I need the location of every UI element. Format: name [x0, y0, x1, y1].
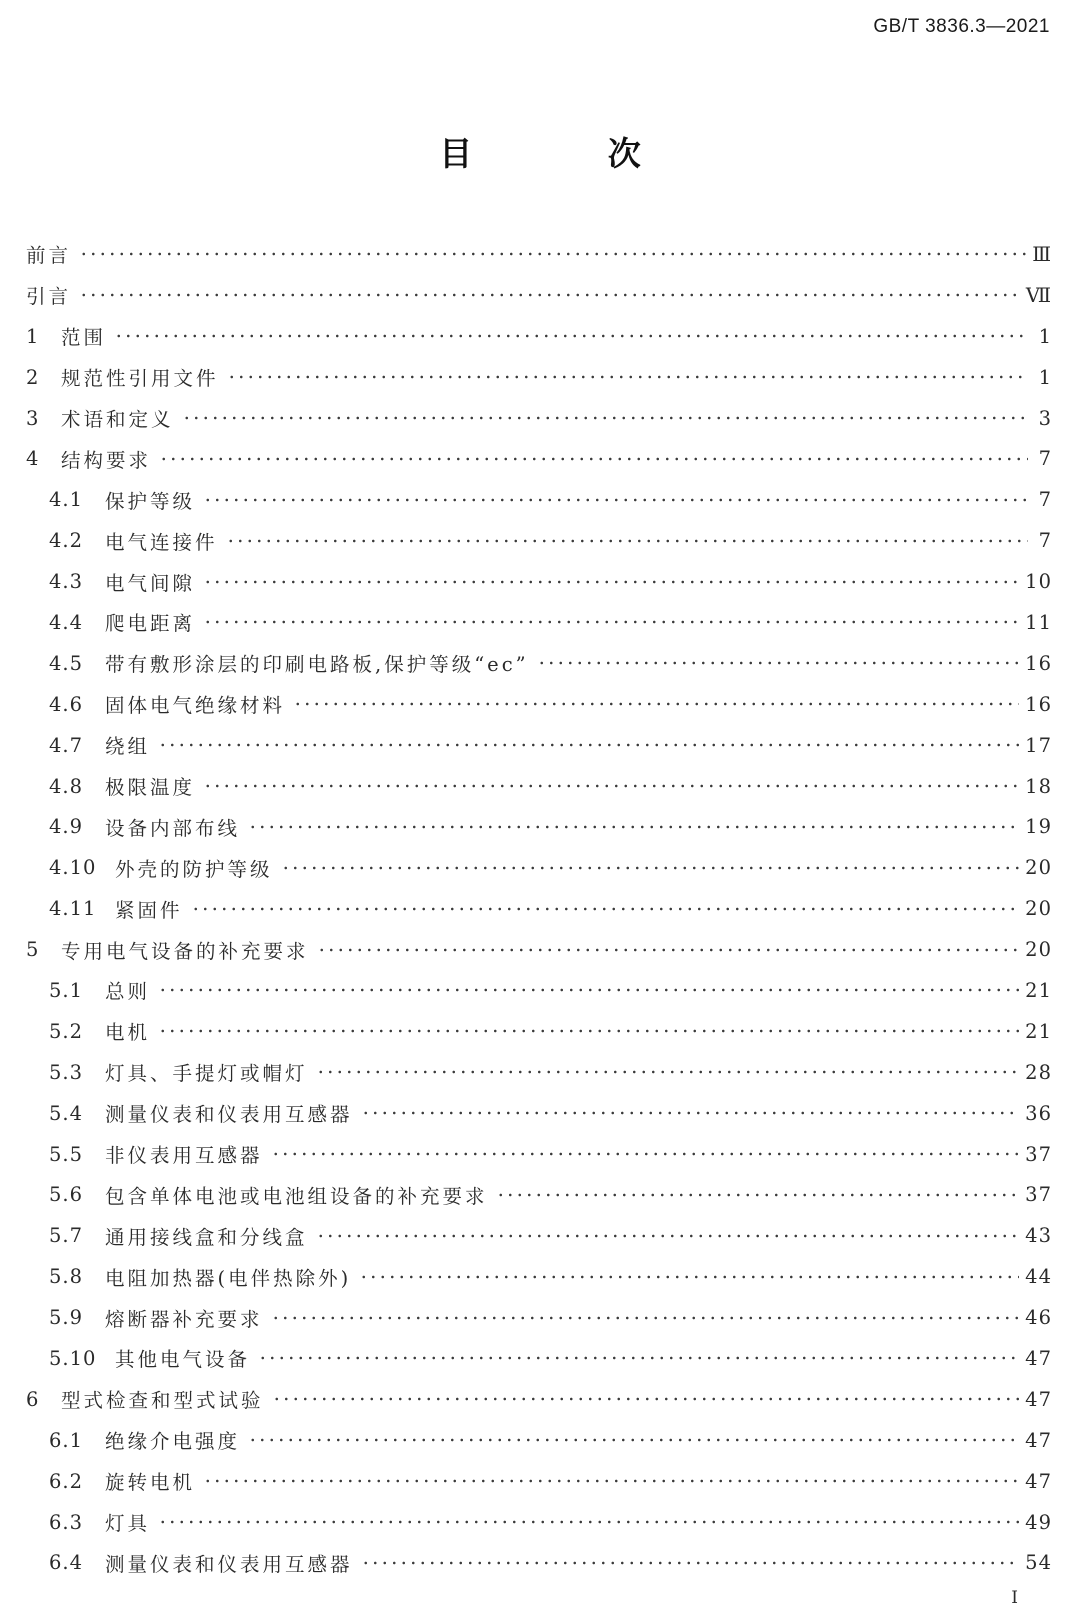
toc-entry-page-number: 47 — [1025, 1387, 1052, 1411]
toc-entry-label: 引言 — [26, 285, 72, 309]
toc-entry-label: 测量仪表和仪表用互感器 — [105, 1552, 353, 1576]
dot-leader — [158, 985, 1019, 995]
toc-entry[interactable] — [26, 1215, 1052, 1256]
dot-leader — [359, 1272, 1019, 1282]
toc-entry-label: 电气间隙 — [105, 571, 196, 595]
toc-entry-page-number: 47 — [1025, 1469, 1052, 1493]
toc-entry-page-number: Ⅲ — [1032, 242, 1052, 266]
toc-entry-label: 型式检查和型式试验 — [61, 1389, 264, 1413]
dot-leader — [293, 699, 1019, 709]
toc-entry-page-number: 16 — [1025, 692, 1052, 716]
dot-leader — [271, 1313, 1020, 1323]
toc-entry-label: 包含单体电池或电池组设备的补充要求 — [105, 1184, 488, 1208]
toc-entry-number: 4.3 — [49, 570, 84, 594]
toc-entry-page-number: 49 — [1025, 1510, 1052, 1534]
toc-entry-page-number: 11 — [1025, 610, 1052, 634]
toc-entry-label: 通用接线盒和分线盒 — [105, 1225, 308, 1249]
dot-leader — [191, 904, 1020, 914]
dot-leader — [159, 454, 1028, 464]
toc-entry-page-number: Ⅶ — [1025, 283, 1052, 307]
toc-entry[interactable] — [26, 1461, 1052, 1502]
toc-entry-label: 保护等级 — [105, 489, 196, 513]
toc-entry-number: 4.11 — [49, 897, 97, 921]
toc-entry-page-number: 19 — [1025, 815, 1052, 839]
toc-entry[interactable] — [26, 1174, 1052, 1215]
dot-leader — [158, 740, 1019, 750]
toc-entry[interactable] — [26, 929, 1052, 970]
toc-entry-number: 4.5 — [49, 651, 84, 675]
toc-entry-page-number: 18 — [1025, 774, 1052, 798]
toc-entry-number: 6 — [26, 1387, 40, 1411]
dot-leader — [158, 1026, 1019, 1036]
toc-entry-number: 6.3 — [49, 1510, 84, 1534]
toc-entry[interactable] — [26, 888, 1052, 929]
toc-entry[interactable] — [26, 1420, 1052, 1461]
toc-entry[interactable] — [26, 643, 1052, 684]
toc-entry-page-number: 20 — [1025, 897, 1052, 921]
dot-leader — [203, 617, 1019, 627]
dot-leader — [158, 1517, 1019, 1527]
dot-leader — [203, 781, 1019, 791]
toc-entry-number: 4.6 — [49, 692, 84, 716]
toc-entry-label: 外壳的防护等级 — [115, 857, 273, 881]
dot-leader — [79, 290, 1020, 300]
toc-entry[interactable] — [26, 438, 1052, 479]
toc-entry[interactable] — [26, 1297, 1052, 1338]
dot-leader — [227, 372, 1028, 382]
toc-entry-label: 范围 — [61, 326, 107, 350]
table-of-contents — [26, 234, 1052, 1583]
toc-entry[interactable] — [26, 1502, 1052, 1543]
dot-leader — [248, 1435, 1019, 1445]
toc-entry[interactable] — [26, 725, 1052, 766]
toc-entry-label: 极限温度 — [105, 776, 196, 800]
toc-entry-page-number: 3 — [1038, 406, 1052, 430]
dot-leader — [203, 495, 1028, 505]
dot-leader — [203, 1476, 1019, 1486]
dot-leader — [496, 1190, 1020, 1200]
toc-entry-number: 5.9 — [49, 1306, 84, 1330]
toc-entry-page-number: 46 — [1025, 1306, 1052, 1330]
toc-entry-number: 6.4 — [49, 1551, 84, 1575]
toc-entry-number: 5.1 — [49, 978, 84, 1002]
dot-leader — [182, 413, 1028, 423]
toc-entry-label: 爬电距离 — [105, 612, 196, 636]
dot-leader — [226, 536, 1028, 546]
dot-leader — [316, 1231, 1020, 1241]
dot-leader — [114, 331, 1028, 341]
toc-entry[interactable] — [26, 602, 1052, 643]
toc-entry-page-number: 1 — [1038, 324, 1052, 348]
toc-entry-label: 其他电气设备 — [115, 1348, 251, 1372]
toc-entry[interactable] — [26, 1256, 1052, 1297]
dot-leader — [271, 1149, 1020, 1159]
toc-entry[interactable] — [26, 1379, 1052, 1420]
toc-entry[interactable] — [26, 766, 1052, 807]
toc-entry-number: 4.4 — [49, 610, 84, 634]
toc-entry[interactable] — [26, 234, 1052, 275]
dot-leader — [361, 1108, 1020, 1118]
toc-entry-label: 非仪表用互感器 — [105, 1144, 263, 1168]
toc-entry-label: 熔断器补充要求 — [105, 1307, 263, 1331]
toc-entry-number: 5.10 — [49, 1346, 97, 1370]
toc-entry-page-number: 20 — [1025, 856, 1052, 880]
toc-entry-number: 5 — [26, 938, 40, 962]
dot-leader — [361, 1558, 1020, 1568]
toc-entry-number: 4.7 — [49, 733, 84, 757]
toc-entry[interactable] — [26, 316, 1052, 357]
toc-entry-label: 紧固件 — [115, 898, 183, 922]
dot-leader — [316, 1067, 1020, 1077]
standard-code: GB/T 3836.3—2021 — [873, 16, 1050, 37]
toc-entry[interactable] — [26, 520, 1052, 561]
dot-leader — [537, 658, 1020, 668]
toc-entry-page-number: 10 — [1025, 570, 1052, 594]
toc-entry-number: 4.9 — [49, 815, 84, 839]
toc-entry-label: 绕组 — [105, 735, 151, 759]
toc-entry-label: 规范性引用文件 — [61, 367, 219, 391]
dot-leader — [79, 249, 1026, 259]
toc-entry-label: 结构要求 — [61, 448, 152, 472]
toc-entry-number: 3 — [26, 406, 40, 430]
toc-entry-number: 5.7 — [49, 1224, 84, 1248]
toc-entry-label: 前言 — [26, 244, 72, 268]
toc-entry-label: 旋转电机 — [105, 1471, 196, 1495]
toc-entry-number: 5.3 — [49, 1060, 84, 1084]
toc-entry-label: 测量仪表和仪表用互感器 — [105, 1103, 353, 1127]
toc-entry[interactable] — [26, 398, 1052, 439]
toc-entry-page-number: 20 — [1025, 938, 1052, 962]
toc-entry[interactable] — [26, 970, 1052, 1011]
toc-entry-label: 总则 — [105, 980, 151, 1004]
toc-entry-label: 绝缘介电强度 — [105, 1430, 241, 1454]
dot-leader — [272, 1394, 1020, 1404]
toc-entry[interactable] — [26, 479, 1052, 520]
toc-entry-number: 5.4 — [49, 1101, 84, 1125]
toc-entry-number: 6.1 — [49, 1428, 84, 1452]
toc-entry-label: 术语和定义 — [61, 408, 174, 431]
toc-entry-page-number: 1 — [1038, 365, 1052, 389]
toc-entry-label: 电机 — [105, 1021, 151, 1045]
toc-entry-page-number: 43 — [1025, 1224, 1052, 1248]
toc-entry-number: 4.10 — [49, 856, 97, 880]
toc-entry-label: 电气连接件 — [105, 530, 218, 554]
toc-entry-page-number: 16 — [1025, 651, 1052, 675]
toc-entry-number: 5.2 — [49, 1019, 84, 1043]
toc-entry-page-number: 47 — [1025, 1346, 1052, 1370]
toc-entry-number: 1 — [26, 324, 40, 348]
toc-entry-number: 4.1 — [49, 488, 84, 512]
toc-entry-label: 专用电气设备的补充要求 — [61, 939, 309, 963]
toc-entry-page-number: 37 — [1025, 1142, 1052, 1166]
toc-entry-page-number: 17 — [1025, 733, 1052, 757]
toc-entry[interactable] — [26, 1338, 1052, 1379]
toc-entry-page-number: 47 — [1025, 1428, 1052, 1452]
toc-entry-page-number: 28 — [1025, 1060, 1052, 1084]
toc-entry-page-number: 21 — [1025, 1019, 1052, 1043]
toc-entry[interactable] — [26, 1093, 1052, 1134]
toc-entry-page-number: 37 — [1025, 1183, 1052, 1207]
toc-entry-number: 5.6 — [49, 1183, 84, 1207]
toc-entry-number: 5.8 — [49, 1265, 84, 1289]
toc-entry-number: 5.5 — [49, 1142, 84, 1166]
toc-entry[interactable] — [26, 847, 1052, 888]
dot-leader — [258, 1353, 1019, 1363]
toc-entry-label: 带有敷形涂层的印刷电路板,保护等级“ec” — [105, 653, 529, 677]
toc-entry-number: 4.8 — [49, 774, 84, 798]
page-title: 目 次 — [439, 134, 703, 173]
toc-entry[interactable] — [26, 1543, 1052, 1584]
toc-entry-number: 4.2 — [49, 529, 84, 553]
toc-entry[interactable] — [26, 275, 1052, 316]
toc-entry-label: 电阻加热器(电伴热除外) — [105, 1266, 352, 1290]
dot-leader — [281, 863, 1020, 873]
toc-entry-label: 固体电气绝缘材料 — [105, 694, 286, 718]
toc-entry[interactable] — [26, 561, 1052, 602]
toc-entry-page-number: 21 — [1025, 978, 1052, 1002]
toc-entry[interactable] — [26, 1011, 1052, 1052]
dot-leader — [317, 945, 1020, 955]
toc-entry[interactable] — [26, 1052, 1052, 1093]
toc-entry-label: 灯具、手提灯或帽灯 — [105, 1062, 308, 1086]
dot-leader — [203, 577, 1019, 587]
toc-entry-page-number: 7 — [1038, 529, 1052, 553]
toc-entry-number: 2 — [26, 365, 40, 389]
toc-entry[interactable] — [26, 357, 1052, 398]
toc-entry-number: 4 — [26, 447, 40, 471]
toc-entry-number: 6.2 — [49, 1469, 84, 1493]
toc-entry-page-number: 44 — [1025, 1265, 1052, 1289]
page-folio: Ⅰ — [1011, 1588, 1018, 1608]
toc-entry-page-number: 7 — [1038, 488, 1052, 512]
dot-leader — [248, 822, 1019, 832]
toc-entry-label: 灯具 — [105, 1512, 151, 1536]
toc-entry-page-number: 54 — [1025, 1551, 1052, 1575]
toc-entry-page-number: 36 — [1025, 1101, 1052, 1125]
toc-entry[interactable] — [26, 1134, 1052, 1175]
toc-entry-label: 设备内部布线 — [105, 816, 241, 840]
toc-entry-page-number: 7 — [1038, 447, 1052, 471]
toc-entry[interactable] — [26, 684, 1052, 725]
toc-entry[interactable] — [26, 806, 1052, 847]
